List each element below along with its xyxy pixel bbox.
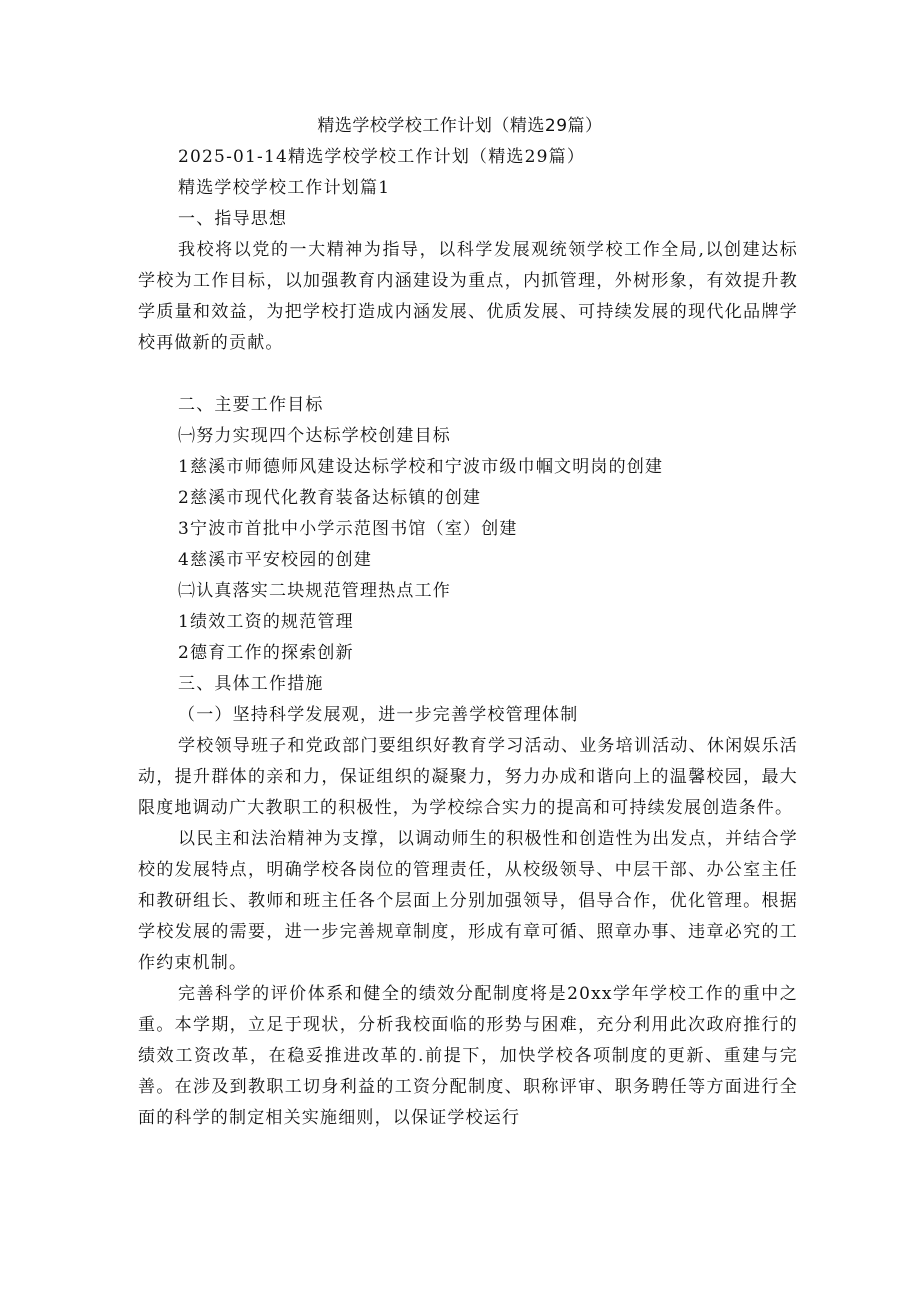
text-line: 4慈溪市平安校园的创建 [178, 550, 373, 570]
text-line: 精选学校学校工作计划篇1 [178, 178, 391, 198]
paragraph: 以民主和法治精神为支撑，以调动师生的积极性和创造性为出发点，并结合学校的发展特点，明确学校各岗位的管理责任，从校级领导、中层干部、办公室主任和教研组长、教师和班主任各个层面上分别加强领导，倡导合作，优化管理。根据学校发展的需要，进一步完善规章制度，形成有章可循、照章办事、违章必究的工作约束机制。 [138, 829, 798, 973]
paragraph: 我校将以党的一大精神为指导，以科学发展观统领学校工作全局,以创建达标学校为工作目标，以加强教育内涵建设为重点，内抓管理，外树形象，有效提升教学质量和效益，为把学校打造成内涵发展、优质发展、可持续发展的现代化品牌学校再做新的贡献。 [138, 240, 798, 353]
document-title: 精选学校学校工作计划（精选29篇） [317, 116, 603, 136]
paragraph: 完善科学的评价体系和健全的绩效分配制度将是20xx学年学校工作的重中之重。本学期，立足于现状，分析我校面临的形势与困难，充分利用此次政府推行的绩效工资改革，在稳妥推进改革的.前提下，加快学校各项制度的更新、重建与完善。在涉及到教职工切身利益的工资分配制度、职称评审、职务聘任等方面进行全面的科学的制定相关实施细则，以保证学校运行 [138, 984, 798, 1128]
document-body [138, 142, 798, 1134]
paragraph-spacer [138, 359, 798, 390]
text-line: 1慈溪市师德师风建设达标学校和宁波市级巾帼文明岗的创建 [178, 457, 664, 477]
text-line: ㈠努力实现四个达标学校创建目标 [178, 426, 451, 446]
text-line: （一）坚持科学发展观，进一步完善学校管理体制 [178, 705, 579, 725]
text-line: 二、主要工作目标 [178, 395, 324, 415]
text-line: 2慈溪市现代化教育装备达标镇的创建 [178, 488, 482, 508]
text-line: 2德育工作的探索创新 [178, 643, 354, 663]
text-line: 1绩效工资的规范管理 [178, 612, 354, 632]
paragraph: 学校领导班子和党政部门要组织好教育学习活动、业务培训活动、休闲娱乐活动，提升群体的亲和力，保证组织的凝聚力，努力办成和谐向上的温馨校园，最大限度地调动广大教职工的积极性，为学校综合实力的提高和可持续发展创造条件。 [138, 736, 798, 818]
text-line: 一、指导思想 [178, 209, 288, 229]
text-line: 三、具体工作措施 [178, 674, 324, 694]
text-line: ㈡认真落实二块规范管理热点工作 [178, 581, 451, 601]
text-line: 2025-01-14精选学校学校工作计划（精选29篇） [178, 147, 586, 167]
text-line: 3宁波市首批中小学示范图书馆（室）创建 [178, 519, 518, 539]
